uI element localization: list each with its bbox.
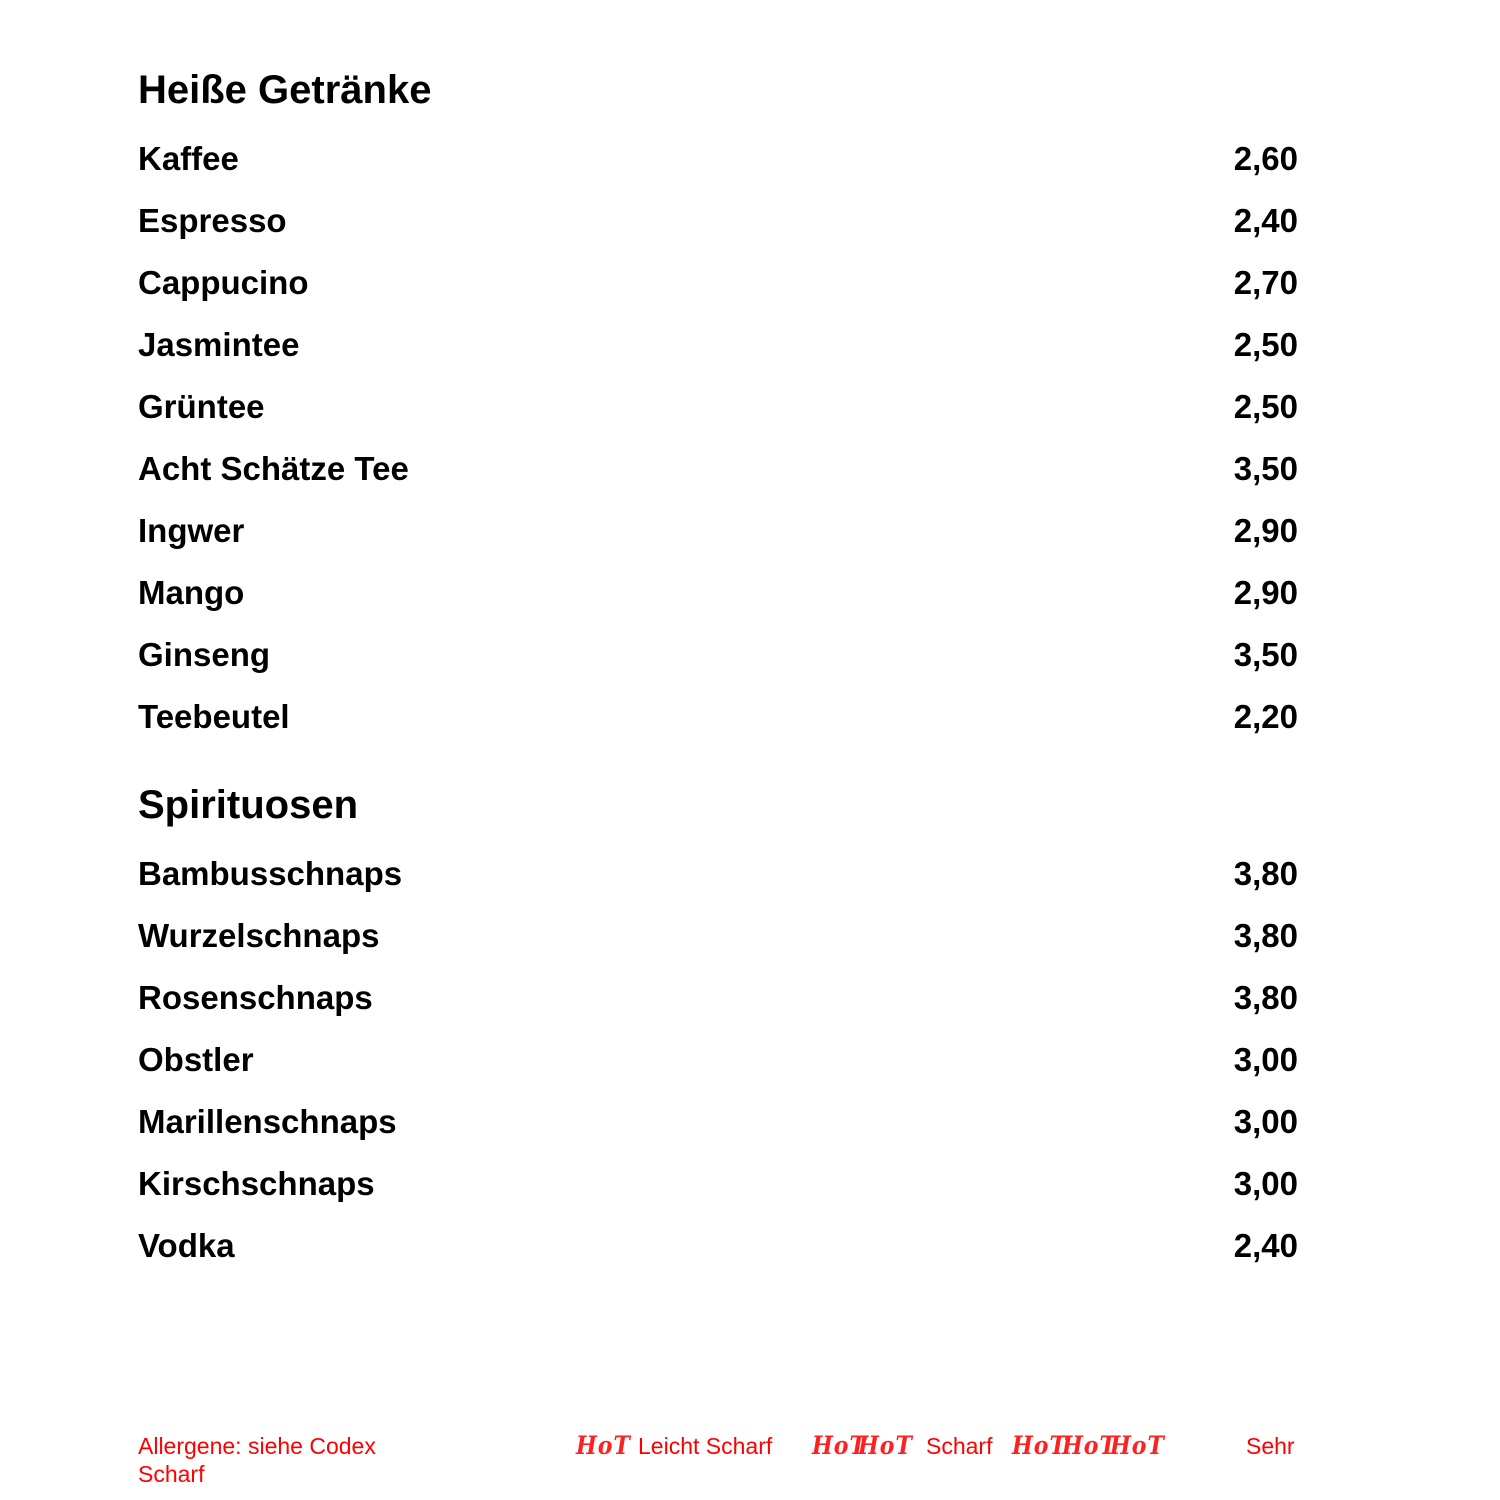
hot-chili-icon: HoT [858,1431,913,1461]
item-name: Cappucino [138,264,309,301]
menu-item [138,686,1298,748]
section-hot-drinks [138,66,1298,748]
menu-item [138,438,1298,500]
item-price: 2,90 [1233,574,1298,611]
item-price: 3,50 [1233,450,1298,487]
item-price: 2,90 [1233,512,1298,549]
hot-chili-icon: HoT [812,1431,867,1461]
item-name: Jasmintee [138,326,300,363]
item-list [138,128,1298,748]
item-name: Acht Schätze Tee [138,450,409,487]
item-price: 2,50 [1233,326,1298,363]
menu-item [138,1153,1298,1215]
hot-chili-icon: HoT [1062,1431,1117,1461]
item-name: Wurzelschnaps [138,917,380,954]
item-name: Teebeutel [138,698,290,735]
item-price: 3,80 [1233,917,1298,954]
item-name: Rosenschnaps [138,979,373,1016]
item-name: Mango [138,574,245,611]
menu-item [138,1215,1298,1277]
item-price: 3,80 [1233,855,1298,892]
menu-item [138,843,1298,905]
menu-item [138,905,1298,967]
item-price: 3,00 [1233,1041,1298,1078]
section-spirits [138,781,1298,1277]
item-price: 2,40 [1233,1227,1298,1264]
menu-item [138,562,1298,624]
menu-item [138,190,1298,252]
menu-item [138,1091,1298,1153]
section-title: Heiße Getränke [138,68,432,112]
menu-item [138,128,1298,190]
item-list [138,843,1298,1277]
item-price: 3,50 [1233,636,1298,673]
item-price: 2,70 [1233,264,1298,301]
item-price: 2,40 [1233,202,1298,239]
section-title: Spirituosen [138,783,359,827]
item-name: Kaffee [138,140,239,177]
item-name: Kirschschnaps [138,1165,375,1202]
item-name: Marillenschnaps [138,1103,397,1140]
menu-item [138,314,1298,376]
item-price: 3,00 [1233,1103,1298,1140]
hot-chili-icon: HoT [1012,1431,1067,1461]
item-price: 3,80 [1233,979,1298,1016]
item-price: 2,60 [1233,140,1298,177]
menu-item [138,624,1298,686]
menu-item [138,252,1298,314]
item-name: Ginseng [138,636,271,673]
mild-spicy-label: Leicht Scharf [638,1433,773,1459]
allergens-note-continued: Scharf [138,1461,205,1487]
item-name: Vodka [138,1227,235,1264]
item-price: 3,00 [1233,1165,1298,1202]
hot-chili-icon: HoT [576,1431,631,1461]
item-name: Espresso [138,202,287,239]
allergens-note: Allergene: siehe Codex [138,1433,376,1459]
item-name: Ingwer [138,512,245,549]
hot-chili-icon: HoT [1110,1431,1165,1461]
item-name: Obstler [138,1041,254,1078]
menu-item [138,1029,1298,1091]
item-name: Grüntee [138,388,265,425]
spicy-label: Scharf [926,1433,993,1459]
menu-item [138,967,1298,1029]
item-name: Bambusschnaps [138,855,403,892]
item-price: 2,20 [1233,698,1298,735]
menu-item [138,376,1298,438]
very-spicy-label: Sehr [1246,1433,1295,1459]
item-price: 2,50 [1233,388,1298,425]
menu-item [138,500,1298,562]
